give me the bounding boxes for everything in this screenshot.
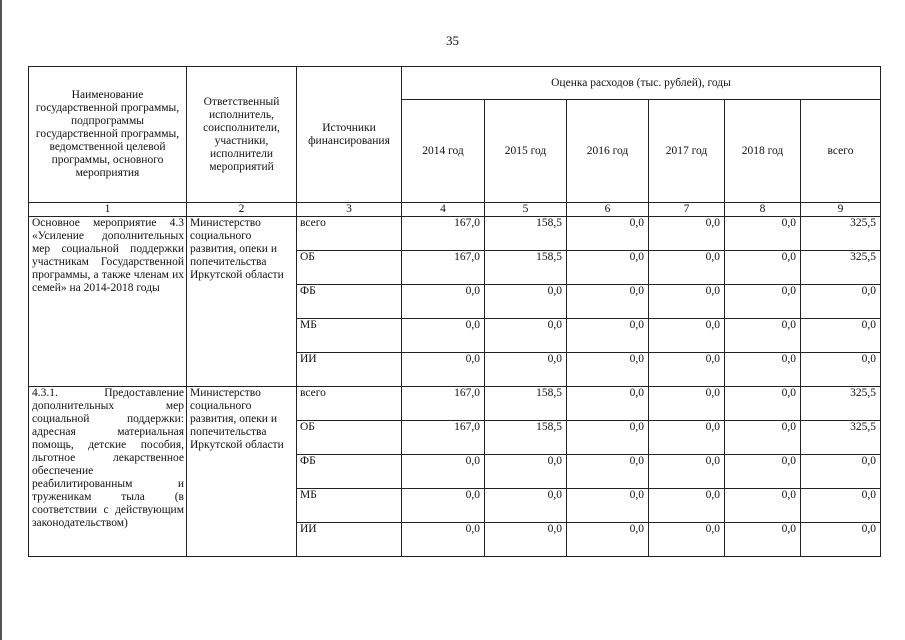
amount-cell: 0,0 — [801, 523, 881, 557]
amount-cell: 325,5 — [801, 387, 881, 421]
amount-cell: 0,0 — [402, 353, 485, 387]
amount-cell: 158,5 — [485, 217, 567, 251]
amount-cell: 0,0 — [725, 217, 801, 251]
amount-cell: 0,0 — [801, 353, 881, 387]
header-year: 2017 год — [649, 100, 725, 203]
column-number: 3 — [297, 203, 402, 217]
amount-cell: 167,0 — [402, 387, 485, 421]
amount-cell: 325,5 — [801, 217, 881, 251]
page-number: 35 — [446, 33, 459, 48]
funding-source: всего — [297, 387, 402, 421]
amount-cell: 0,0 — [567, 455, 649, 489]
column-number: 6 — [567, 203, 649, 217]
amount-cell: 0,0 — [725, 455, 801, 489]
funding-source: ФБ — [297, 455, 402, 489]
funding-source: МБ — [297, 489, 402, 523]
header-year: 2015 год — [485, 100, 567, 203]
amount-cell: 0,0 — [402, 319, 485, 353]
amount-cell: 167,0 — [402, 251, 485, 285]
funding-source: МБ — [297, 319, 402, 353]
header-year: всего — [801, 100, 881, 203]
amount-cell: 0,0 — [485, 455, 567, 489]
amount-cell: 0,0 — [567, 489, 649, 523]
amount-cell: 0,0 — [402, 523, 485, 557]
funding-source: ОБ — [297, 421, 402, 455]
amount-cell: 0,0 — [649, 489, 725, 523]
amount-cell: 0,0 — [567, 285, 649, 319]
amount-cell: 167,0 — [402, 421, 485, 455]
amount-cell: 0,0 — [649, 387, 725, 421]
amount-cell: 0,0 — [567, 217, 649, 251]
column-number: 8 — [725, 203, 801, 217]
amount-cell: 0,0 — [567, 523, 649, 557]
amount-cell: 158,5 — [485, 251, 567, 285]
amount-cell: 0,0 — [649, 285, 725, 319]
table-row — [29, 387, 881, 421]
executor: Министерство социального развития, опеки и попечительства Иркутской области — [187, 217, 297, 387]
amount-cell: 325,5 — [801, 251, 881, 285]
header-expense-estimate: Оценка расходов (тыс. рублей), годы — [402, 67, 881, 100]
amount-cell: 0,0 — [485, 319, 567, 353]
funding-source: всего — [297, 217, 402, 251]
funding-source: ИИ — [297, 353, 402, 387]
funding-source: ОБ — [297, 251, 402, 285]
amount-cell: 0,0 — [725, 251, 801, 285]
amount-cell: 167,0 — [402, 217, 485, 251]
activity-name: 4.3.1. Предоставление дополнительных мер социальной поддержки: адресная материальная помощь, детские пособия, льготное лекарственное обеспечение реабилитированным и труженикам тыла (в соответствии с действующим законодательством) — [29, 387, 187, 557]
executor: Министерство социального развития, опеки и попечительства Иркутской области — [187, 387, 297, 557]
column-number: 2 — [187, 203, 297, 217]
header-funding-source: Источники финансирования — [297, 67, 402, 203]
amount-cell: 0,0 — [567, 387, 649, 421]
amount-cell: 0,0 — [485, 489, 567, 523]
amount-cell: 0,0 — [801, 489, 881, 523]
amount-cell: 0,0 — [649, 251, 725, 285]
scan-edge — [0, 0, 2, 640]
funding-source: ФБ — [297, 285, 402, 319]
amount-cell: 0,0 — [567, 319, 649, 353]
amount-cell: 158,5 — [485, 387, 567, 421]
header-executor: Ответственный исполнитель, соисполнители, участники, исполнители мероприятий — [187, 67, 297, 203]
amount-cell: 0,0 — [567, 353, 649, 387]
column-number: 9 — [801, 203, 881, 217]
amount-cell: 0,0 — [402, 285, 485, 319]
amount-cell: 0,0 — [725, 319, 801, 353]
amount-cell: 0,0 — [725, 421, 801, 455]
amount-cell: 0,0 — [567, 251, 649, 285]
amount-cell: 0,0 — [649, 353, 725, 387]
amount-cell: 0,0 — [649, 421, 725, 455]
header-year: 2018 год — [725, 100, 801, 203]
header-year: 2016 год — [567, 100, 649, 203]
header-year: 2014 год — [402, 100, 485, 203]
amount-cell: 158,5 — [485, 421, 567, 455]
amount-cell: 0,0 — [725, 523, 801, 557]
amount-cell: 0,0 — [801, 455, 881, 489]
header-program-name: Наименование государственной программы, подпрограммы государственной программы, ведомственной целевой программы, основного мероприятия — [29, 67, 187, 203]
activity-name: Основное мероприятие 4.3 «Усиление дополнительных мер социальной поддержки участникам Государственной программы, а также членам их семей» на 2014-2018 годы — [29, 217, 187, 387]
column-number: 1 — [29, 203, 187, 217]
amount-cell: 0,0 — [567, 421, 649, 455]
amount-cell: 0,0 — [725, 489, 801, 523]
expenditure-table — [28, 66, 881, 557]
amount-cell: 0,0 — [801, 319, 881, 353]
amount-cell: 0,0 — [402, 489, 485, 523]
amount-cell: 0,0 — [725, 353, 801, 387]
amount-cell: 0,0 — [649, 217, 725, 251]
column-number: 7 — [649, 203, 725, 217]
amount-cell: 0,0 — [485, 523, 567, 557]
amount-cell: 0,0 — [485, 353, 567, 387]
amount-cell: 0,0 — [725, 285, 801, 319]
amount-cell: 0,0 — [801, 285, 881, 319]
column-number: 4 — [402, 203, 485, 217]
amount-cell: 0,0 — [402, 455, 485, 489]
amount-cell: 0,0 — [485, 285, 567, 319]
amount-cell: 0,0 — [649, 319, 725, 353]
amount-cell: 0,0 — [649, 523, 725, 557]
amount-cell: 0,0 — [725, 387, 801, 421]
table-row — [29, 217, 881, 251]
funding-source: ИИ — [297, 523, 402, 557]
amount-cell: 0,0 — [649, 455, 725, 489]
column-number: 5 — [485, 203, 567, 217]
amount-cell: 325,5 — [801, 421, 881, 455]
